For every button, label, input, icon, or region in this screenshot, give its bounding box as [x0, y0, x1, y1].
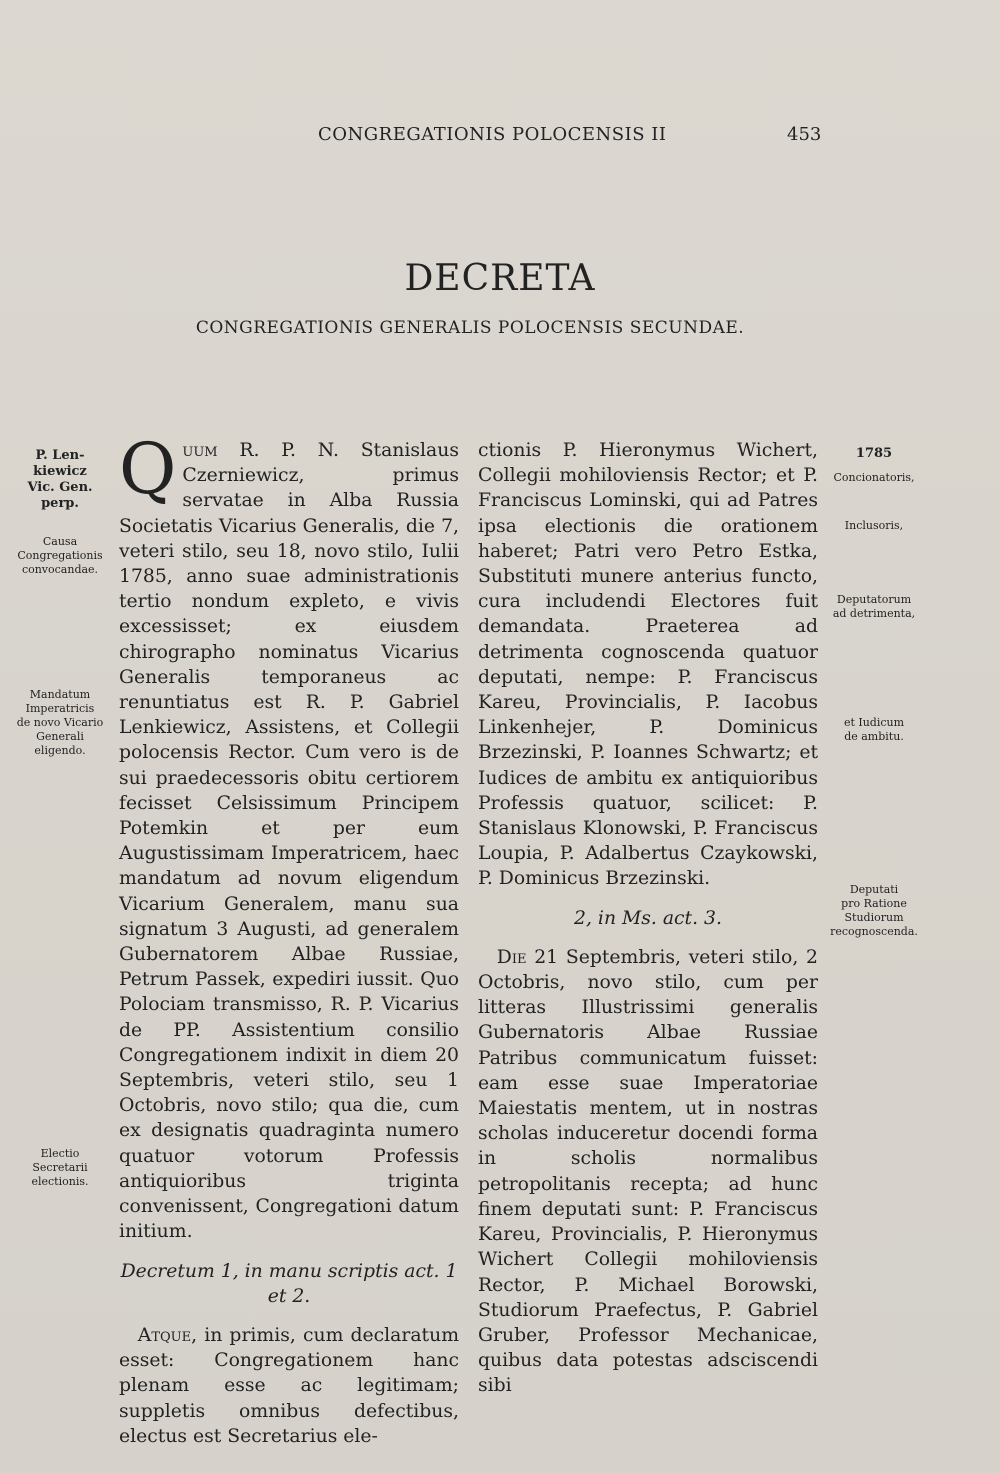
- margin-note-right: Deputati pro Ratione Studiorum recognoscenda.: [830, 883, 918, 938]
- margin-note-left: Causa Congregationis convocandae.: [17, 535, 103, 576]
- paragraph-text: R. P. N. Stanislaus Czerniewicz, primus servatae in Alba Russia Societatis Vicarius Generalis, die 7, veteri stilo, seu 18, novo stilo, Iulii 1785, anno suae administrationis tertio nondum expleto, e vivis excessisset; ex eiusdem chirographo nominatus Vicarius Generalis temporaneus ac renuntiatus est R. P. Gabriel Lenkiewicz, Assistens, et Collegii polocensis Rector. Cum vero is de sui praedecessoris obitu certiorem fecisset Celsissimum Principem Potemkin et per eum Augustissimam Imperatricem, haec mandatum ad novum eligendum Vicarium Generalem, manu sua signatum 3 Augusti, ad generalem Gubernatorem Albae Russiae, Petrum Passek, expediri iussit. Quo Polociam transmisso, R. P. Vicarius de PP. Assistentium consilio Congregationem indixit in diem 20 Septembris, veteri stilo, seu 1 Octobris, novo stilo; qua die, cum ex designatis quadraginta numero quatuor votorum Professis antiquioribus triginta convenissent, Congregationi datum initium.: [119, 440, 459, 1243]
- paragraph-text: 21 Septembris, veteri stilo, 2 Octobris, novo stilo, cum per litteras Illustrissimi generalis Gubernatoris Albae Russiae Patribus communicatum fuisset: eam esse suae Imperatoriae Maiestatis mentem, ut in nostras scholas induceretur docendi forma in scholis normalibus petropolitanis recepta; ad hunc finem deputati sunt: P. Franciscus Kareu, Provincialis, P. Hieronymus Wichert Collegii mohiloviensis Rector, P. Michael Borowski, Studiorum Praefectus, P. Gabriel Gruber, Professor Mechanicae, quibus data potestas adsciscendi sibi: [478, 946, 818, 1397]
- margin-note-left: P. Len- kiewicz Vic. Gen. perp.: [27, 448, 93, 511]
- small-caps-lead: uum: [182, 440, 218, 461]
- section-title: DECRETA: [404, 258, 596, 299]
- section-subtitle: CONGREGATIONIS GENERALIS POLOCENSIS SECUNDAE.: [195, 318, 745, 338]
- margin-note-right: et Iudicum de ambitu.: [843, 716, 905, 743]
- margin-note-left: Mandatum Imperatricis de novo Vicario Generali eligendo.: [16, 688, 104, 757]
- decree-rubric: 2, in Ms. act. 3.: [574, 907, 722, 929]
- paragraph: [478, 945, 818, 1399]
- paragraph-text: ctionis P. Hieronymus Wichert, Collegii mohiloviensis Rector; et P. Franciscus Lominski, qui ad Patres ipsa electionis die orationem haberet; Patri vero Petro Estka, Substituti munere anterius functo, cura includendi Electores fuit demandata. Praeterea ad detrimenta cognoscenda quatuor deputati, nempe: P. Franciscus Kareu, Provincialis, P. Iacobus Linkenhejer, P. Dominicus Brzezinski, P. Ioannes Schwartz; et Iudices de ambitu ex antiquioribus Professis quatuor, scilicet: P. Stanislaus Klonowski, P. Franciscus Loupia, P. Adalbertus Czaykowski, P. Dominicus Brzezinski.: [478, 440, 818, 890]
- decree-rubric: Decretum 1, in manu scriptis act. 1 et 2.: [120, 1260, 458, 1307]
- drop-cap: Q: [119, 428, 177, 510]
- paragraph-text: , in primis, cum declaratum esset: Congregationem hanc plenam esse ac legitimam; suppletis omnibus defectibus, electus est Secretarius ele-: [119, 1324, 459, 1447]
- margin-note-right: 1785: [855, 446, 893, 461]
- margin-note-right: Deputatorum ad detrimenta,: [832, 593, 916, 620]
- text-column-right: [478, 438, 818, 1413]
- margin-note-right: Concionatoris,: [833, 471, 915, 484]
- paragraph: [119, 1323, 459, 1449]
- running-title: CONGREGATIONIS POLOCENSIS II: [318, 124, 667, 145]
- paragraph: [119, 428, 459, 1245]
- page-number: 453: [787, 124, 822, 145]
- margin-note-left: Electio Secretarii electionis.: [31, 1147, 89, 1188]
- paragraph: [478, 438, 818, 892]
- small-caps-lead: Atque: [137, 1324, 192, 1346]
- running-head: [0, 124, 1000, 148]
- margin-note-right: Inclusoris,: [844, 519, 904, 532]
- text-column-left: [119, 428, 459, 1463]
- small-caps-lead: Die: [496, 946, 527, 968]
